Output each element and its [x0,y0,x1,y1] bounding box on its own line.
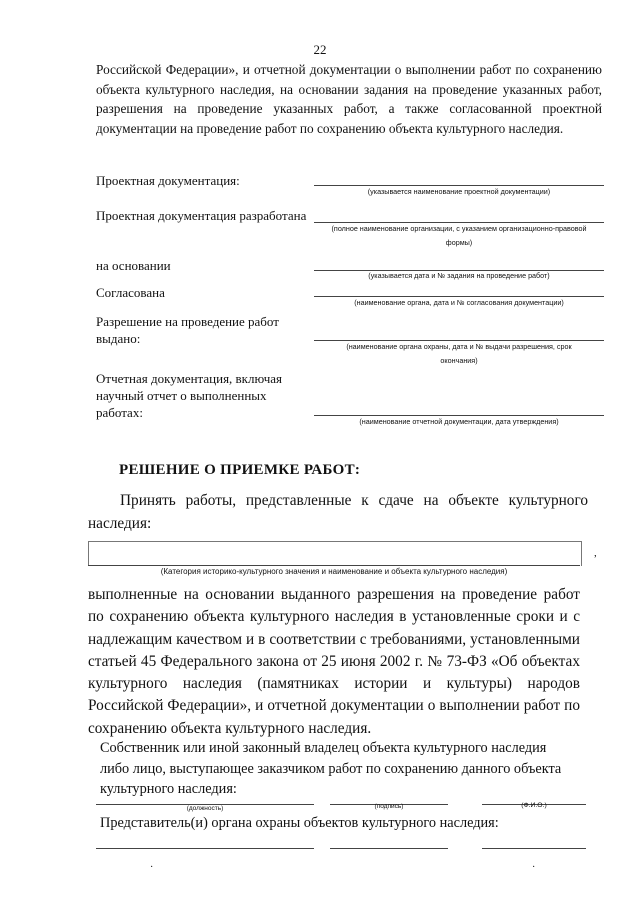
developed-by-hint-1: (полное наименование организации, с указанием организационно-правовой [331,224,587,233]
fio-hint: (Ф.И.О.) [521,802,547,809]
main-paragraph: выполненные на основании выданного разрешения на проведение работ по сохранению объекта культурного наследия в установленные сроки и с надлежащим качеством и в соответствии с требованиями, установленными статьей 45 Федерального закона от 25 июня 2002 г. № 73-ФЗ «Об объектах культурного наследия (памятниках истории и культуры) народов Российской Федерации», и отчетной документации о выполнении работ по сохранению объекта культурного наследия. [88,586,580,737]
intro-paragraph: Российской Федерации», и отчетной документации о выполнении работ по сохранению объекта культурного наследия, на основании задания на проведение указанных работ, разрешения на проведение указанных работ, а также согласованной проектной документации на проведение работ по сохранению объекта культурного наследия. [96,62,602,136]
basis-label: на основании [96,258,171,273]
scan-mark-left: · [150,862,154,873]
scan-mark-right: · [532,862,536,873]
project-doc-label: Проектная документация: [96,173,240,188]
developed-by-hint-2: формы) [445,238,473,247]
agreed-hint: (наименование органа, дата и № согласования документации) [354,298,564,307]
accept-paragraph: Принять работы, представленные к сдаче на объекте культурного наследия: [88,492,588,532]
category-hint: (Категория историко-культурного значения и наименование и объекта культурного наследия) [160,567,508,576]
page-number: 22 [313,42,327,57]
rep-fio-line[interactable] [482,848,586,849]
permit-hint-2: окончания) [440,356,478,365]
basis-hint: (указывается дата и № задания на проведение работ) [368,271,550,280]
permit-hint-1: (наименование органа охраны, дата и № выдачи разрешения, срок [346,342,572,351]
report-line[interactable] [314,415,604,416]
category-comma: , [594,547,597,559]
category-line [88,565,580,566]
permit-line[interactable] [314,340,604,341]
position-hint: (должность) [186,805,224,812]
developed-by-line[interactable] [314,222,604,223]
report-hint: (наименование отчетной документации, дата утверждения) [359,417,559,426]
agreed-label: Согласована [96,285,165,300]
project-doc-line[interactable] [314,185,604,186]
owner-paragraph: Собственник или иной законный владелец объекта культурного наследия либо лицо, выступающее заказчиком работ по сохранению данного объекта культурного наследия: [100,740,562,797]
decision-title: РЕШЕНИЕ О ПРИЕМКЕ РАБОТ: [119,462,361,478]
permit-label: Разрешение на проведение работ выдано: [96,314,279,346]
signature-hint: (подпись) [374,803,404,810]
report-label: Отчетная документация, включая научный отчет о выполненных работах: [96,371,282,420]
agreed-line[interactable] [314,296,604,297]
developed-by-label: Проектная документация разработана [96,208,307,223]
representatives-label: Представитель(и) органа охраны объектов культурного наследия: [100,815,499,831]
project-doc-hint: (указывается наименование проектной документации) [367,187,551,196]
category-input-box[interactable] [88,541,582,566]
rep-position-line[interactable] [96,848,314,849]
rep-signature-line[interactable] [330,848,448,849]
